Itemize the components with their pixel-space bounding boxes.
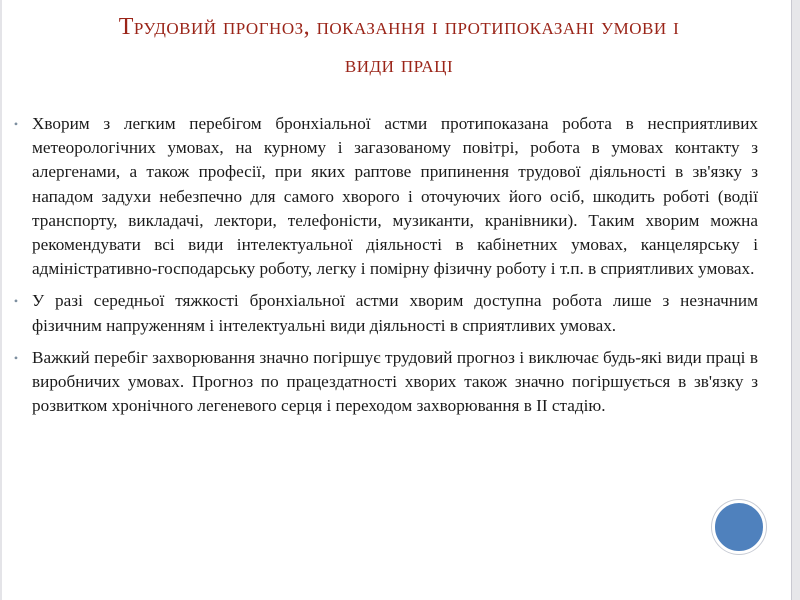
bullet-dot-icon: • [13,294,19,309]
slide-title-line-2: види праці [344,52,454,78]
bullet-item-1 [6,112,758,281]
slide-right-edge [791,0,800,600]
slide-title-line-1: Трудовий прогноз, показання і протипоказані умови і [118,14,680,40]
bullet-item-3 [6,346,758,419]
decorative-circle [712,500,766,554]
bullet-text-3: Важкий перебіг захворювання значно погіршує трудовий прогноз і виключає будь-які види праці в виробничих умовах. Прогноз по працездатності хворих також значно погіршується в зв'язку з розвитком хронічного легеневого серця і переходом захворювання в II стадію. [32,347,758,416]
bullet-dot-icon: • [13,117,19,131]
bullet-text-1: Хворим з легким перебігом бронхіальної астми протипоказана робота в несприятливих метеорологічних умовах, на курному і загазованому повітрі, робота в умовах контакту з алергенами, а також професії, при яких раптове припинення трудової діяльності в зв'язку з нападом задухи небезпечно для самого хворого і оточуючих його осіб, шкодить роботі (водії транспорту, викладачі, лектори, телефоністи, музиканти, кранівники). Таким хворим можна рекомендувати всі види інтелектуальної діяльності в кабінетних умовах, канцелярську і адміністративно-господарську роботу, легку і помірну фізичну роботу і т.п. в сприятливих умовах. [32,114,758,279]
bullet-text-2: У разі середньої тяжкості бронхіальної астми хворим доступна робота лише з незначним фізичним напруженням і інтелектуальні види діяльності в сприятливих умовах. [32,291,758,335]
bullet-item-2 [6,289,758,337]
slide-title [14,8,784,84]
bullet-dot-icon: • [13,350,19,365]
bullet-list [6,112,758,426]
slide-left-edge [0,0,2,600]
